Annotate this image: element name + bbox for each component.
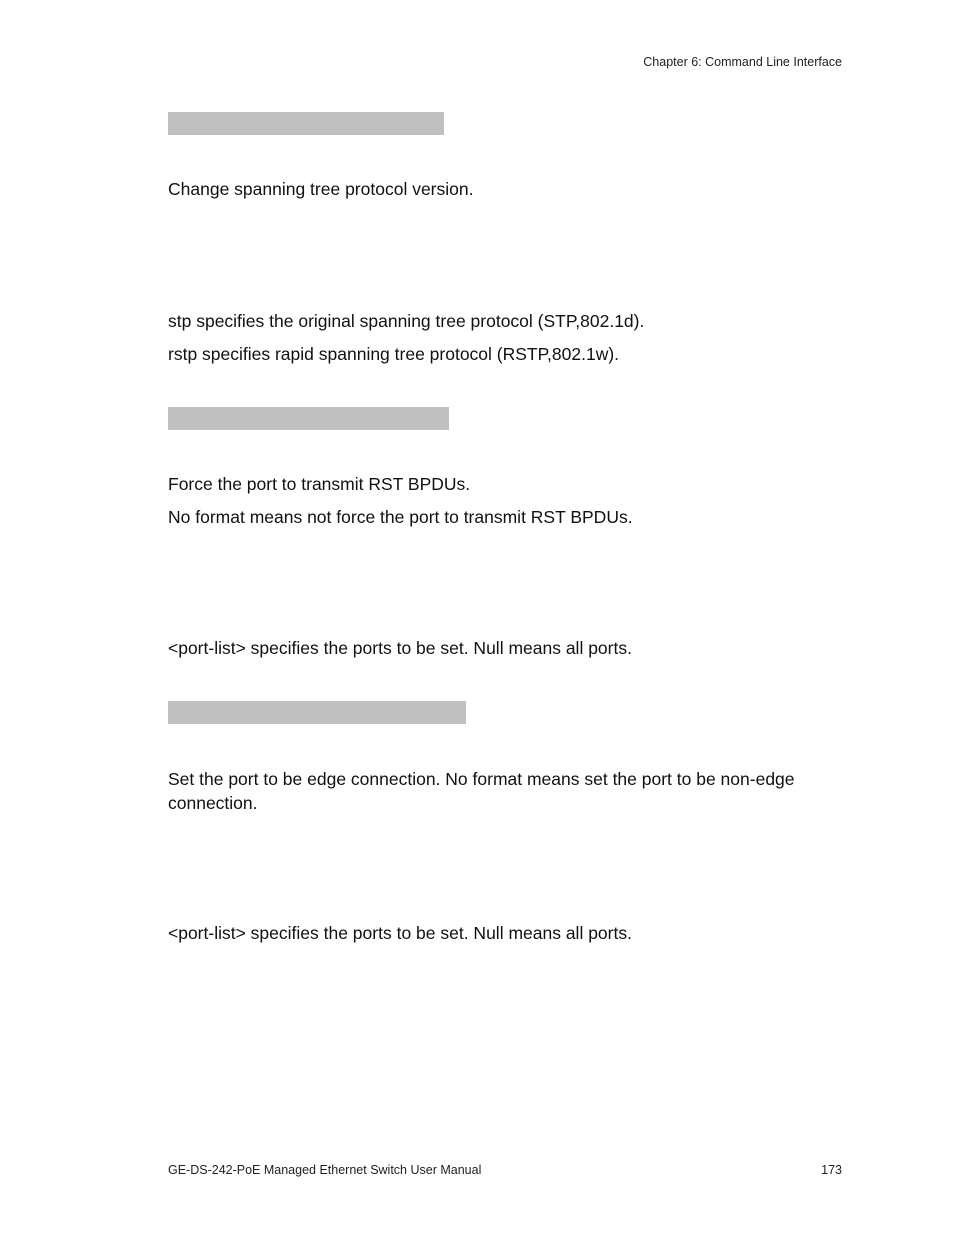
command-syntax-bar-1 — [168, 112, 444, 135]
command-syntax-bar-2 — [168, 407, 449, 430]
section-1-param-rstp: rstp specifies rapid spanning tree protocol (RSTP,802.1w). — [168, 344, 620, 364]
command-syntax-bar-3 — [168, 701, 466, 724]
section-1-param-stp: stp specifies the original spanning tree protocol (STP,802.1d). — [168, 311, 645, 331]
section-2-description-line-1: Force the port to transmit RST BPDUs. — [168, 474, 471, 494]
footer-manual-title: GE-DS-242-PoE Managed Ethernet Switch User Manual — [168, 1163, 482, 1177]
section-3-param-port-list: <port-list> specifies the ports to be set. Null means all ports. — [168, 923, 632, 943]
section-2-description-line-2: No format means not force the port to transmit RST BPDUs. — [168, 507, 633, 527]
section-2-param-port-list: <port-list> specifies the ports to be set. Null means all ports. — [168, 638, 632, 658]
section-1-description: Change spanning tree protocol version. — [168, 179, 474, 199]
chapter-header: Chapter 6: Command Line Interface — [643, 55, 842, 69]
section-3-description: Set the port to be edge connection. No format means set the port to be non-edge connection. — [168, 769, 795, 813]
footer-page-number: 173 — [821, 1163, 842, 1177]
